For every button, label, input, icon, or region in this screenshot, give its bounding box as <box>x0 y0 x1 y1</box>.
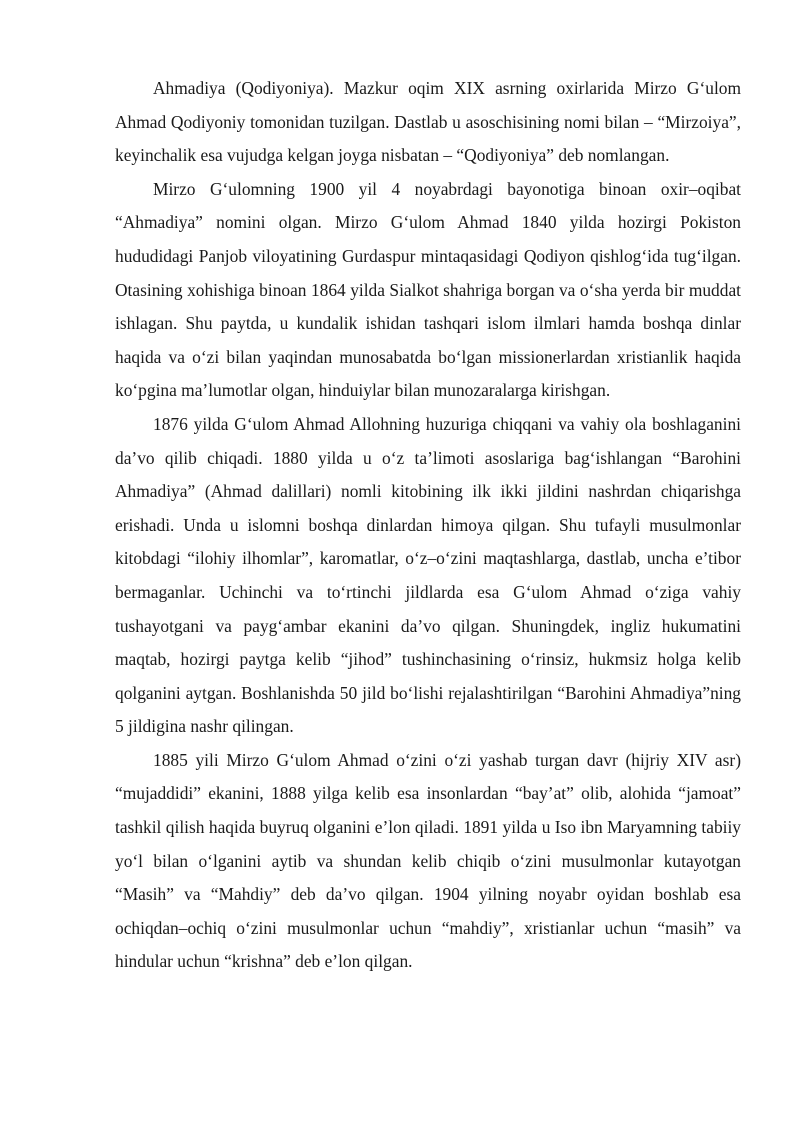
document-body <box>115 72 741 979</box>
paragraph-ahmadiya-intro: Ahmadiya (Qodiyoniya). Mazkur oqim XIX asrning oxirlarida Mirzo G‘ulom Ahmad Qodiyoniy tomonidan tuzilgan. Dastlab u asoschisining nomi bilan – “Mirzoiya”, keyinchalik esa vujudga kelgan joyga nisbatan – “Qodiyoniya” deb nomlangan. <box>115 78 741 166</box>
paragraph-founder-biography: Mirzo G‘ulomning 1900 yil 4 noyabrdagi bayonotiga binoan oxir–oqibat “Ahmadiya” nomini olgan. Mirzo G‘ulom Ahmad 1840 yilda hozirgi Pokiston hududidagi Panjob viloyatining Gurdaspur mintaqasidagi Qodiyon qishlog‘ida tug‘ilgan. Otasining xohishiga binoan 1864 yilda Sialkot shahriga borgan va o‘sha yerda bir muddat ishlagan. Shu paytda, u kundalik ishidan tashqari islom ilmlari hamda boshqa dinlar haqida va o‘zi bilan yaqindan munosabatda bo‘lgan missionerlardan xristianlik haqida ko‘pgina ma’lumotlar olgan, hinduiylar bilan munozaralarga kirishgan. <box>115 178 741 401</box>
paragraph-claims: 1885 yili Mirzo G‘ulom Ahmad o‘zini o‘zi yashab turgan davr (hijriy XIV asr) “mujaddidi” ekanini, 1888 yilga kelib esa insonlardan “bay’at” olib, alohida “jamoat” tashkil qilish haqida buyruq olganini e’lon qiladi. 1891 yilda u Iso ibn Maryamning tabiiy yo‘l bilan o‘lganini aytib va shundan kelib chiqib o‘zini musulmonlar kutayotgan “Masih” va “Mahdiy” deb da’vo qilgan. 1904 yilning noyabr oyidan boshlab esa ochiqdan–ochiq o‘zini musulmonlar uchun “mahdiy”, xristianlar uchun “masih” va hindular uchun “krishna” deb e’lon qilgan. <box>115 749 741 972</box>
paragraph-barohini-ahmadiya: 1876 yilda G‘ulom Ahmad Allohning huzuriga chiqqani va vahiy ola boshlaganini da’vo qilib chiqadi. 1880 yilda u o‘z ta’limoti asoslariga bag‘ishlangan “Barohini Ahmadiya” (Ahmad dalillari) nomli kitobining ilk ikki jildini nashrdan chiqarishga erishadi. Unda u islomni boshqa dinlardan himoya qilgan. Shu tufayli musulmonlar kitobdagi “ilohiy ilhomlar”, karomatlar, o‘z–o‘zini maqtashlarga, dastlab, uncha e’tibor bermaganlar. Uchinchi va to‘rtinchi jildlarda esa G‘ulom Ahmad o‘ziga vahiy tushayotgani va payg‘ambar ekanini da’vo qilgan. Shuningdek, ingliz hukumatini maqtab, hozirgi paytga kelib “jihod” tushinchasining o‘rinsiz, hukmsiz holga kelib qolganini aytgan. Boshlanishda 50 jild bo‘lishi rejalashtirilgan “Barohini Ahmadiya”ning 5 jildigina nashr qilingan. <box>115 413 741 737</box>
